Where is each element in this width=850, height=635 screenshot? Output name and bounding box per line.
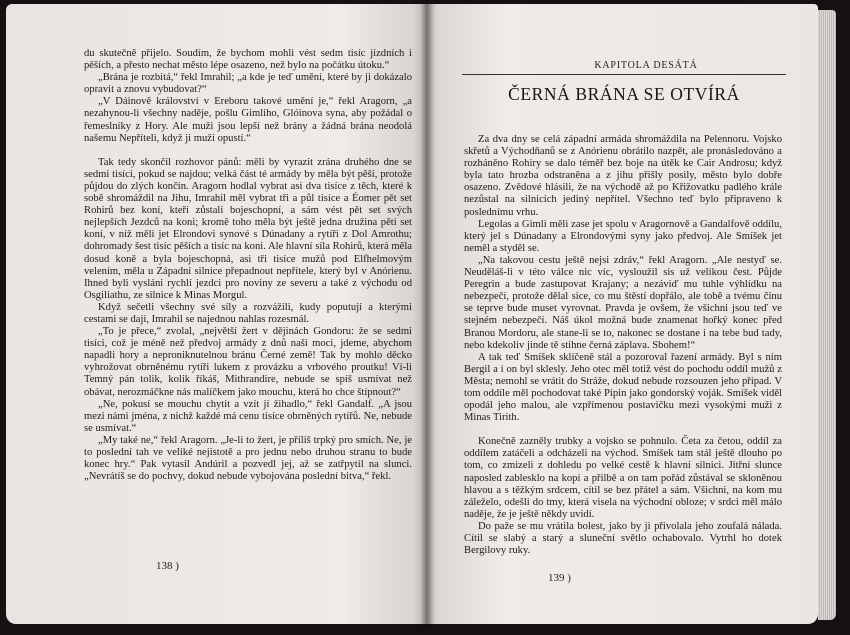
paragraph: du skutečně přijelo. Soudím, že bychom mohli vést sedm tisíc jízdních i pěších, a přesto nechat město lépe osazeno, než bylo na počátku útoku.“ [84,48,412,72]
paragraph: „Ne, pokusí se mouchu chytit a vzít jí žihadlo,“ řekl Gandalf. „A jsou mezi námi jména, z nichž každé má cenu tisíce obrněných rytířů. Ne, nebude se usmívat.“ [84,398,412,434]
chapter-title: ČERNÁ BRÁNA SE OTVÍRÁ [508,84,740,104]
paragraph: „V Dáinově království v Ereboru takové umění je,“ řekl Aragorn, „a nezahynou-li všechny naděje, pošlu Gimliho, Glóinova syna, aby požádal o řemeslníky z Hory. Ale muži jsou lepší než brány a žádná brána neodolá našemu Nepříteli, když ji muži opustí.“ [84,96,412,144]
left-page [6,4,426,624]
page-number: 139 ) [548,572,571,584]
paragraph: Legolas a Gimli měli zase jet spolu v Aragornově a Gandalfově oddílu, který jel s Dúnadany a Elrondovými syny jako předvoj. Ale Smíšek jet neměl a styděl se. [464,218,782,254]
paragraph: Konečně zazněly trubky a vojsko se pohnulo. Četa za četou, oddíl za oddílem zatáčeli a odcházeli na východ. Smíšek tam stál ještě dlouho po tom, co zmizeli z dohledu po velké cestě k hlavní silnici. Jitřní slunce naposled zablesklo na kopí a přilbě a on tam pořád zůstával se skloněnou hlavou a s těžkým srdcem, cítil se bez přátel a sám. Všichni, na kom mu záleželo, odešli do tmy, která visela na východní obloze; v srdci měl málo naděje, že je ještě někdy uvidí. [464,436,782,520]
paragraph: A tak teď Smíšek sklíčeně stál a pozoroval řazení armády. Byl s ním Bergil a i on byl sklesly. Jeho otec měl totiž vést do pochodu oddíl mužů z Města; nemohl se vrátit do Stráže, dokud nebude rozsouzen jeho případ. V tom oddíle měl pochodovat také Pipin jako gondorský voják. Smíšek viděl opodál jeho malou, ale vzpřímenou postavičku mezi vysokými muži z Minas Tirith. [464,351,782,424]
running-header: KAPITOLA DESÁTÁ [594,60,698,71]
paragraph: Do paže se mu vrátila bolest, jako by ji přivolala jeho zoufalá nálada. Cítil se slabý a starý a sluneční světlo ochabovalo. Vytrhl ho dotek Bergilovy ruky. [464,520,782,557]
paragraph: „To je přece,“ zvolal, „největší žert v dějinách Gondoru: že se sedmi tisíci, což je méně než předvoj armády z dnů naší moci, jdeme, abychom napadli hory a neproniknutelnou bránu Černé země! Tak by mohlo děcko vyhrožovat obrněnému rytíři lukem z provázku a vrbového proutku! Ví-li Temný pán tolik, kolik říkáš, Mithrandire, nebude se spíš usmívat než obávat, nerozmáčkne nás malíčkem jako mouchu, která ho chce štípnout?“ [84,326,412,398]
paragraph: Za dva dny se celá západní armáda shromáždila na Pelennoru. Vojsko skřetů a Východňanů se z Anórienu obrátilo nazpět, ale pronásledováno a rozháněno Rohiry se dalo téměř bez boje na útěk ke Cair Androsu; když byla tato hrozba odstraněna a z jihu přišly posily, město bylo dobře osazeno. Zvědové hlásili, že na východě až po Křižovatku padlého krále nezůstal na silnicích jediný nepřítel. Všechno teď bylo připraveno k poslednímu vrhu. [464,134,782,218]
page-number: 138 ) [156,560,179,572]
paragraph: „Brána je rozbitá,“ řekl Imrahil; „a kde je teď umění, které by ji dokázalo opravit a znovu vybudovat?“ [84,72,412,96]
header-rule [462,74,786,75]
paragraph: „Na takovou cestu ještě nejsi zdráv,“ řekl Aragorn. „Ale nestyď se. Neuděláš-li v této válce nic víc, vysloužil sis už velikou čest. Půjde Peregrin a bude zastupovat Krajany; a nezáviď mu tuhle výhlídku na nebezpečí, protože dělal sice, co mu štěstí dopřálo, ale tobě a tvému činu se teprve bude muset vyrovnat. Pravda je ovšem, že všichni jsou teď ve stejném nebezpečí. Náš úkol možná bude znamenat hořký konec před Branou Mordoru, ale stane-li se to, nakonec se dostane i na tebe bud tady, nebo kdekoliv jinde tě stihne černá záplava. Sbohem!“ [464,254,782,351]
left-page-text [84,48,412,483]
open-book [6,4,840,632]
page-edges [818,10,836,620]
book-gutter [420,4,434,628]
paragraph: Tak tedy skončil rozhovor pánů: měli by vyrazit zrána druhého dne se sedmi tisíci, pokud se najdou; velká část té armády by měla být pěší, protože půjdou do zlých končin. Aragorn hodlal vybrat asi dva tisíce z těch, které k sobě shromáždil na Jihu, Imrahil měl vybrat tři a půl tisíce a Éomer pět set Rohirů bez koní, kteří zůstali bojeschopní, a sám vést pět set svých nejlepších Jezdců na koni; kromě toho měla být ještě jedna družina pěti set koní, v níž měli jet Elrondovi synové s Dúnadany a rytíři z Dol Amrothu; dohromady šest tisíc pěších a tisíc na koni. Ale hlavní síla Rohirů, která měla dosud koně a byla bojeschopná, asi tři tisíce mužů pod Elfhelmovým velením, měla u Západní silnice přepadnout nepřítele, který byl v Anórienu. Ihned byli vysláni rychlí jezdci pro noviny ze severu a také z východu od Osgiliathu, ze silnice k Minas Morgul. [84,156,412,301]
right-page-text [464,134,782,557]
right-page [426,4,818,624]
paragraph: „My také ne,“ řekl Aragorn. „Je-li to žert, je příliš trpký pro smích. Ne, je to poslední tah ve veliké nejistotě a pro jednu nebo druhou stranu to bude konec hry.“ Pak vytasil Andúril a pozvedl jej, až se zatřpytil na slunci. „Nevrátíš se do pochvy, dokud nebude vybojována poslední bitva,“ řekl. [84,434,412,483]
paragraph: Když sečetli všechny své síly a rozvážili, kudy poputují a kterými cestami se dají, Imrahil se najednou nahlas rozesmál. [84,301,412,325]
